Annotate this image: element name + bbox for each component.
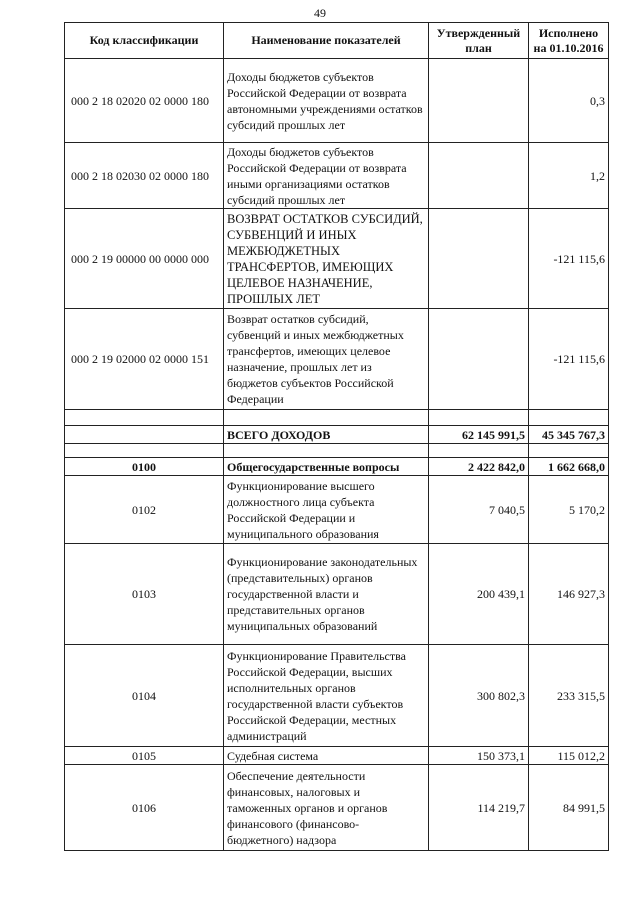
row-code: 0106 xyxy=(65,765,224,851)
table-row xyxy=(65,309,609,410)
row-executed: 146 927,3 xyxy=(529,544,609,645)
row-name: Судебная система xyxy=(224,747,429,765)
row-plan: 7 040,5 xyxy=(429,476,529,544)
row-code xyxy=(65,426,224,444)
section-row xyxy=(65,458,609,476)
row-code: 0100 xyxy=(65,458,224,476)
page-number: 49 xyxy=(314,6,326,20)
total-income-row xyxy=(65,426,609,444)
row-executed: 115 012,2 xyxy=(529,747,609,765)
table-row xyxy=(65,59,609,143)
row-name: Общегосударственные вопросы xyxy=(224,458,429,476)
row-plan: 114 219,7 xyxy=(429,765,529,851)
header-plan: Утвержденный план xyxy=(429,23,529,59)
row-executed: 45 345 767,3 xyxy=(529,426,609,444)
row-executed: 233 315,5 xyxy=(529,645,609,747)
row-code: 0103 xyxy=(65,544,224,645)
row-executed: 1 662 668,0 xyxy=(529,458,609,476)
row-code: 000 2 19 02000 02 0000 151 xyxy=(65,309,224,410)
row-plan xyxy=(429,209,529,309)
header-code: Код классификации xyxy=(65,23,224,59)
spacer-row xyxy=(65,410,609,426)
row-executed: 1,2 xyxy=(529,143,609,209)
table-row xyxy=(65,476,609,544)
row-executed: 5 170,2 xyxy=(529,476,609,544)
row-code: 000 2 19 00000 00 0000 000 xyxy=(65,209,224,309)
header-executed: Исполнено на 01.10.2016 xyxy=(529,23,609,59)
row-executed: -121 115,6 xyxy=(529,309,609,410)
row-plan: 200 439,1 xyxy=(429,544,529,645)
row-code: 0104 xyxy=(65,645,224,747)
row-plan: 2 422 842,0 xyxy=(429,458,529,476)
row-code: 0105 xyxy=(65,747,224,765)
row-executed: 0,3 xyxy=(529,59,609,143)
table-row xyxy=(65,765,609,851)
row-plan: 62 145 991,5 xyxy=(429,426,529,444)
row-name: Доходы бюджетов субъектов Российской Федерации от возврата иными организациями остатков субсидий прошлых лет xyxy=(224,143,429,209)
row-plan xyxy=(429,59,529,143)
row-code: 000 2 18 02020 02 0000 180 xyxy=(65,59,224,143)
table-row xyxy=(65,143,609,209)
table-row xyxy=(65,747,609,765)
row-name: Возврат остатков субсидий, субвенций и иных межбюджетных трансфертов, имеющих целевое назначение, прошлых лет из бюджетов субъектов Российской Федерации xyxy=(224,309,429,410)
table-row xyxy=(65,544,609,645)
table-header-row xyxy=(65,23,609,59)
table-row xyxy=(65,645,609,747)
row-name: Доходы бюджетов субъектов Российской Федерации от возврата автономными учреждениями остатков субсидий прошлых лет xyxy=(224,59,429,143)
header-name: Наименование показателей xyxy=(224,23,429,59)
row-plan: 300 802,3 xyxy=(429,645,529,747)
row-plan: 150 373,1 xyxy=(429,747,529,765)
row-name: Функционирование высшего должностного лица субъекта Российской Федерации и муниципального образования xyxy=(224,476,429,544)
spacer-row xyxy=(65,444,609,458)
row-name: Обеспечение деятельности финансовых, налоговых и таможенных органов и органов финансового (финансово-бюджетного) надзора xyxy=(224,765,429,851)
row-executed: 84 991,5 xyxy=(529,765,609,851)
row-name: ВСЕГО ДОХОДОВ xyxy=(224,426,429,444)
row-name: Функционирование Правительства Российской Федерации, высших исполнительных органов государственной власти субъектов Российской Федерации, местных администраций xyxy=(224,645,429,747)
row-code: 000 2 18 02030 02 0000 180 xyxy=(65,143,224,209)
row-name: Функционирование законодательных (представительных) органов государственной власти и представительных органов муниципальных образований xyxy=(224,544,429,645)
row-code: 0102 xyxy=(65,476,224,544)
budget-table xyxy=(64,22,609,851)
row-plan xyxy=(429,309,529,410)
table-row xyxy=(65,209,609,309)
row-name: ВОЗВРАТ ОСТАТКОВ СУБСИДИЙ, СУБВЕНЦИЙ И ИНЫХ МЕЖБЮДЖЕТНЫХ ТРАНСФЕРТОВ, ИМЕЮЩИХ ЦЕЛЕВОЕ НАЗНАЧЕНИЕ, ПРОШЛЫХ ЛЕТ xyxy=(224,209,429,309)
row-plan xyxy=(429,143,529,209)
row-executed: -121 115,6 xyxy=(529,209,609,309)
